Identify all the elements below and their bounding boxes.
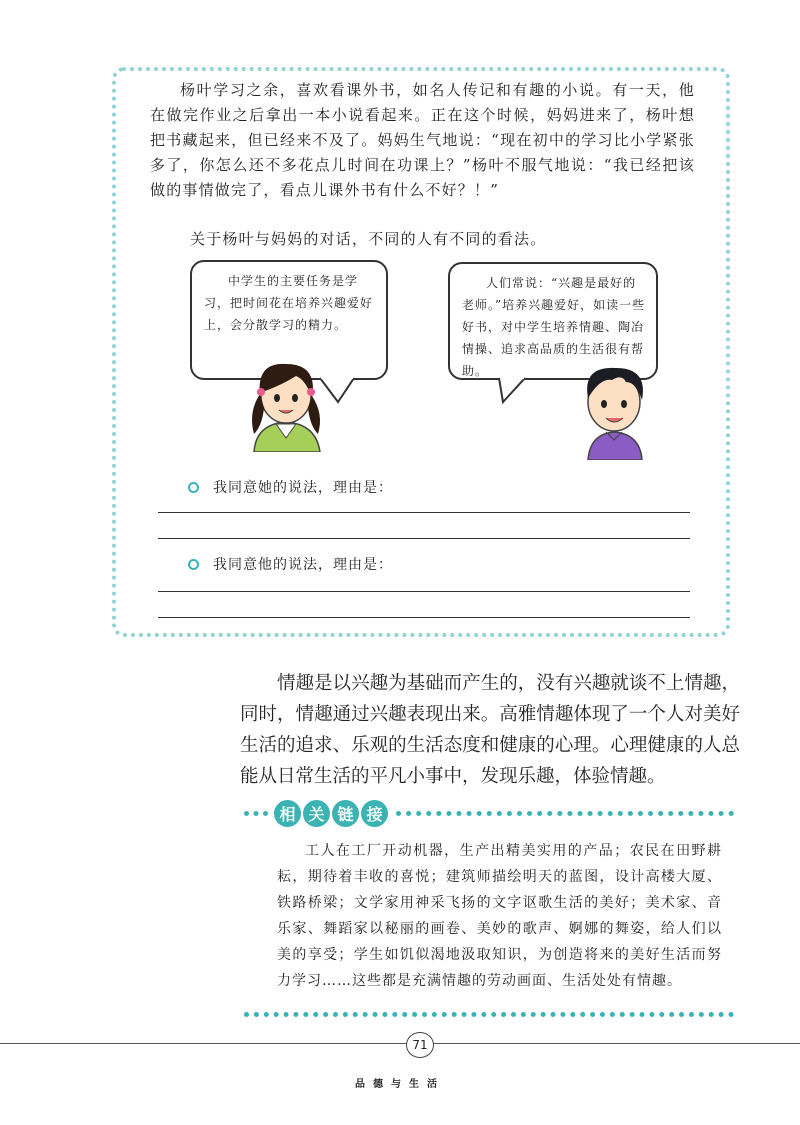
answer-prompt-him: 我同意他的说法，理由是： bbox=[188, 554, 393, 574]
related-links-header bbox=[244, 798, 734, 828]
circle-bullet-icon bbox=[188, 559, 199, 570]
girl-illustration bbox=[240, 352, 332, 452]
related-links-text: 工人在工厂开动机器，生产出精美实用的产品；农民在田野耕耘，期待着丰收的喜悦；建筑师描绘明天的蓝图，设计高楼大厦、铁路桥梁；文学家用神采飞扬的文字讴歌生活的美好；美术家、音乐家、舞蹈家以秘丽的画卷、美妙的歌声、婀娜的舞姿，给人们以美的享受；学生如饥似渴地汲取知识，为创造将来的美好生活而努力学习……这些都是充满情趣的劳动画面、生活处处有情趣。 bbox=[277, 843, 722, 989]
page-number: 71 bbox=[406, 1032, 434, 1058]
book-title: 品德与生活 bbox=[355, 1079, 445, 1090]
answer-line[interactable] bbox=[158, 591, 690, 592]
bubble-tail-boy bbox=[495, 376, 531, 406]
answer-line[interactable] bbox=[158, 617, 690, 618]
main-paragraph: 情趣是以兴趣为基础而产生的，没有兴趣就谈不上情趣，同时，情趣通过兴趣表现出来。高雅情趣体现了一个人对美好生活的追求、乐观的生活态度和健康的心理。心理健康的人总能从日常生活的平凡小事中，发现乐趣，体验情趣。 bbox=[240, 673, 740, 787]
footer-rule bbox=[0, 1043, 800, 1044]
related-links-title: 相 关 链 接 bbox=[274, 800, 388, 827]
answer-line[interactable] bbox=[158, 538, 690, 539]
speech-bubble-boy: 人们常说：“兴趣是最好的老师。”培养兴趣爱好，如读一些好书，对中学生培养情趣、陶冶情操、追求高品质的生活很有帮助。 bbox=[448, 262, 658, 380]
related-links-divider bbox=[244, 1012, 734, 1017]
circle-bullet-icon bbox=[188, 482, 199, 493]
story-paragraph: 杨叶学习之余，喜欢看课外书，如名人传记和有趣的小说。有一天，他在做完作业之后拿出一本小说看起来。正在这个时候，妈妈进来了，杨叶想把书藏起来，但已经来不及了。妈妈生气地说：“现在初中的学习比小学紧张多了，你怎么还不多花点儿时间在功课上？”杨叶不服气地说：“我已经把该做的事情做完了，看点儿课外书有什么不好？！” bbox=[150, 81, 695, 199]
boy-illustration bbox=[566, 358, 660, 460]
answer-prompt-her: 我同意她的说法，理由是： bbox=[188, 477, 393, 497]
intro-sentence: 关于杨叶与妈妈的对话，不同的人有不同的看法。 bbox=[190, 230, 547, 248]
speech-bubble-girl: 中学生的主要任务是学习，把时间花在培养兴趣爱好上，会分散学习的精力。 bbox=[190, 260, 388, 380]
answer-line[interactable] bbox=[158, 512, 690, 513]
